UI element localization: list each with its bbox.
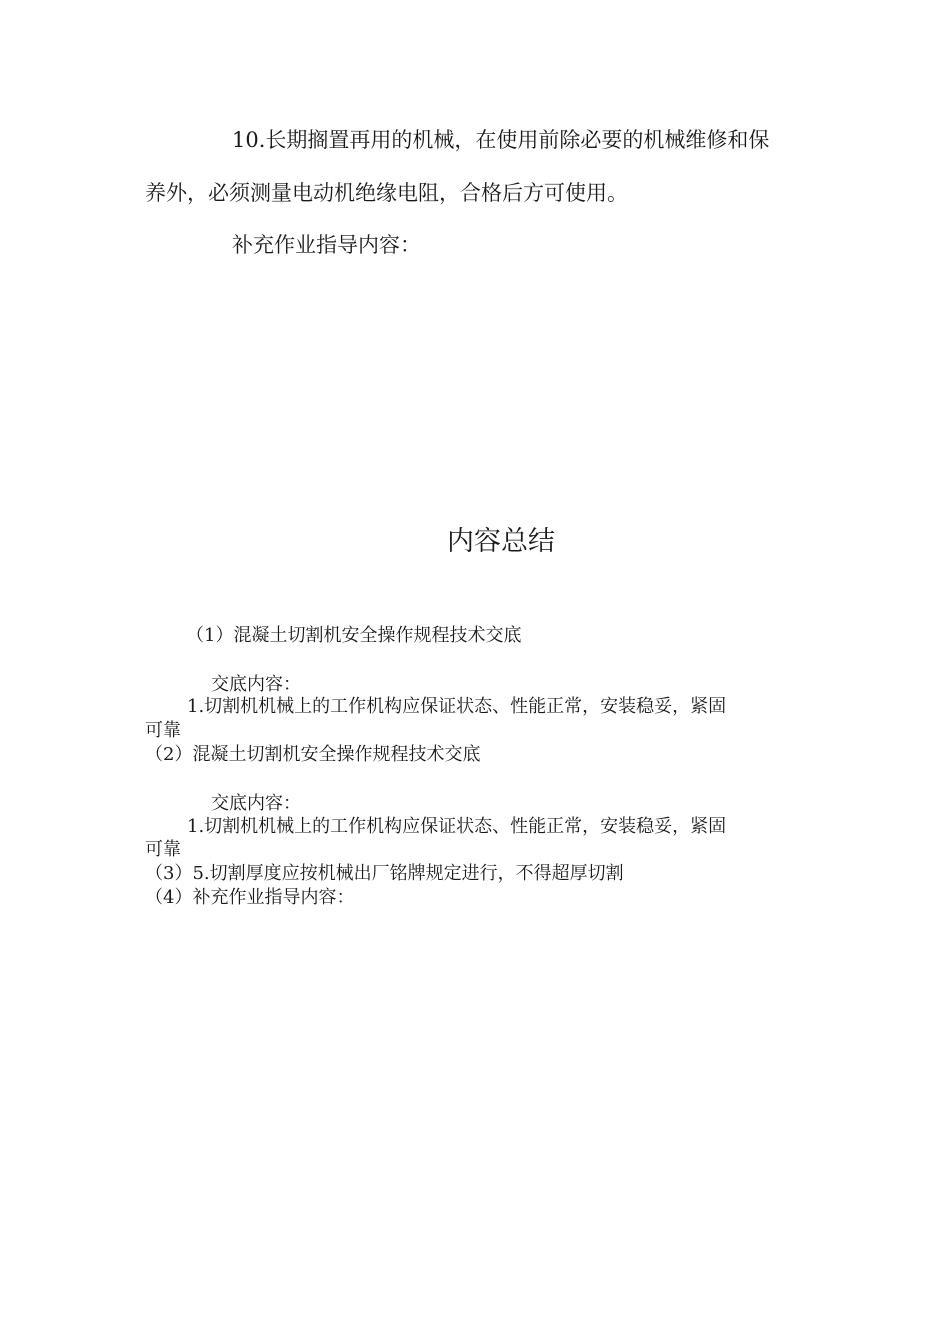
summary-item-3: （3）5.切割厚度应按机械出厂铭牌规定进行，不得超厚切割	[145, 863, 624, 884]
summary-item-1-heading: （1）混凝土切割机安全操作规程技术交底	[186, 625, 522, 646]
summary-item-2-text: 1.切割机机械上的工作机构应保证状态、性能正常，安装稳妥，紧固	[187, 816, 727, 837]
summary-item-2-heading: （2）混凝土切割机安全操作规程技术交底	[145, 744, 481, 765]
paragraph-line-10: 10.长期搁置再用的机械，在使用前除必要的机械维修和保	[232, 128, 770, 152]
summary-item-4: （4）补充作业指导内容：	[145, 887, 355, 908]
summary-item-1-text-continued: 可靠	[145, 720, 181, 741]
summary-item-1-label: 交底内容：	[211, 674, 301, 695]
summary-item-2-text-continued: 可靠	[145, 839, 181, 860]
paragraph-line-10-continued: 养外，必须测量电动机绝缘电阻，合格后方可使用。	[145, 181, 628, 205]
summary-title: 内容总结	[447, 526, 555, 557]
supplementary-guidance-label: 补充作业指导内容：	[232, 233, 421, 257]
summary-item-1-text: 1.切割机机械上的工作机构应保证状态、性能正常，安装稳妥，紧固	[187, 696, 727, 717]
summary-item-2-label: 交底内容：	[211, 793, 301, 814]
